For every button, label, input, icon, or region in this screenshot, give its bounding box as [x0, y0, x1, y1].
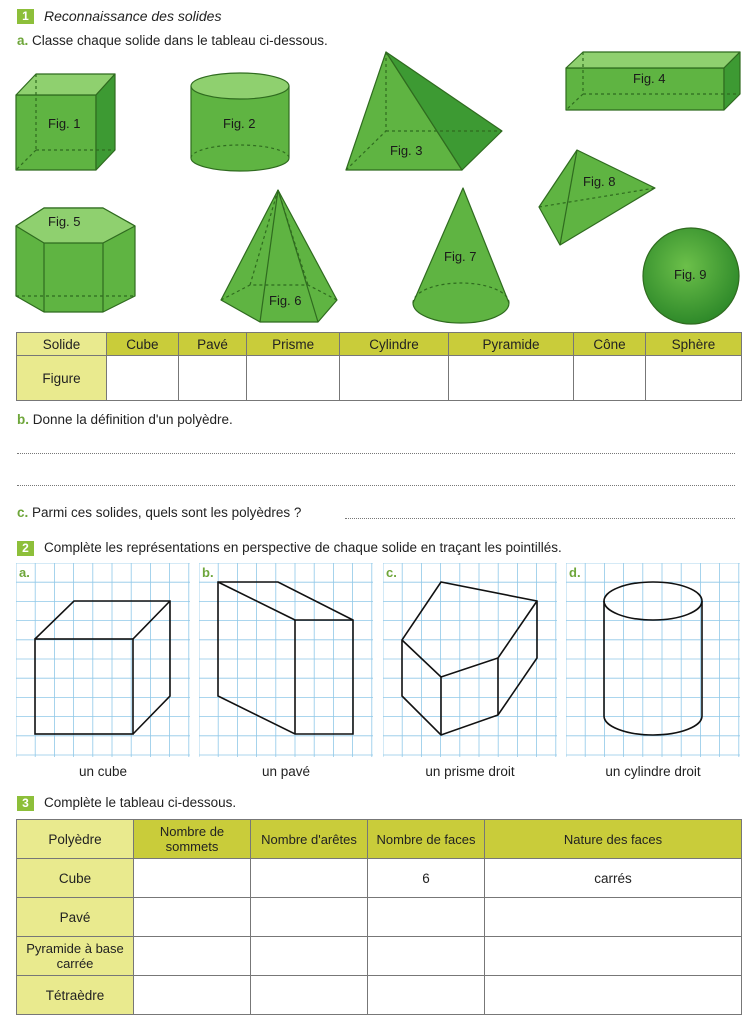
figure-label: Fig. 7	[444, 249, 477, 264]
question-letter: b.	[17, 412, 29, 427]
question-text: Donne la définition d'un polyèdre.	[32, 412, 233, 427]
table-row	[17, 976, 742, 1015]
table-header: Nombre de faces	[368, 820, 485, 859]
table-header: Nombre de sommets	[134, 820, 251, 859]
exercise-title: Complète le tableau ci-dessous.	[44, 795, 237, 810]
figure-3-pyramid	[346, 52, 502, 170]
question-text: Parmi ces solides, quels sont les polyèdres ?	[32, 505, 302, 520]
table-header: Pyramide	[449, 333, 574, 356]
panel-caption: un prisme droit	[425, 764, 515, 779]
table-header: Cube	[107, 333, 179, 356]
panel-letter: c.	[386, 565, 397, 580]
exercise-title: Reconnaissance des solides	[44, 8, 222, 24]
figure-label: Fig. 8	[583, 174, 616, 189]
polyhedra-table	[16, 819, 742, 1015]
table-header: Cône	[574, 333, 646, 356]
table-header: Pavé	[178, 333, 247, 356]
row-label: Pavé	[17, 898, 134, 937]
figure-label: Fig. 9	[674, 267, 707, 282]
figure-label: Fig. 6	[269, 293, 302, 308]
cylinder-drawing	[566, 563, 740, 757]
prism-drawing	[383, 563, 557, 757]
question-letter: a.	[17, 33, 29, 48]
answer-cell[interactable]	[645, 356, 741, 401]
answer-cell[interactable]	[368, 898, 485, 937]
answer-cell[interactable]	[449, 356, 574, 401]
panel-letter: a.	[19, 565, 30, 580]
grid-panel-a	[16, 563, 190, 757]
row-label: Cube	[17, 859, 134, 898]
answer-cell[interactable]	[178, 356, 247, 401]
answer-cell[interactable]	[134, 898, 251, 937]
panel-letter: b.	[202, 565, 214, 580]
answer-cell[interactable]: carrés	[485, 859, 742, 898]
figure-label: Fig. 2	[223, 116, 256, 131]
answer-cell[interactable]	[134, 859, 251, 898]
figure-label: Fig. 5	[48, 214, 81, 229]
box-drawing	[199, 563, 373, 757]
table-row	[17, 898, 742, 937]
exercise-number: 2	[17, 541, 34, 556]
answer-line[interactable]	[17, 453, 735, 454]
cube-drawing	[16, 563, 190, 757]
solids-illustration	[0, 40, 751, 330]
answer-cell[interactable]	[485, 937, 742, 976]
answer-cell[interactable]	[107, 356, 179, 401]
table-header: Nombre d'arêtes	[251, 820, 368, 859]
answer-line[interactable]	[345, 518, 735, 519]
answer-cell[interactable]	[251, 859, 368, 898]
answer-cell[interactable]	[134, 976, 251, 1015]
question-c	[17, 505, 301, 520]
answer-cell[interactable]: 6	[368, 859, 485, 898]
grid-panel-d	[566, 563, 740, 757]
table-header: Cylindre	[340, 333, 449, 356]
row-label: Pyramide à base carrée	[17, 937, 134, 976]
table-row	[17, 859, 742, 898]
grid-panel-b	[199, 563, 373, 757]
exercise-number: 3	[17, 796, 34, 811]
table-header: Sphère	[645, 333, 741, 356]
answer-cell[interactable]	[368, 976, 485, 1015]
figure-label: Fig. 3	[390, 143, 423, 158]
exercise-number: 1	[17, 9, 34, 24]
table-header: Nature des faces	[485, 820, 742, 859]
answer-cell[interactable]	[247, 356, 340, 401]
panel-caption: un cylindre droit	[605, 764, 701, 779]
answer-cell[interactable]	[251, 976, 368, 1015]
row-label: Tétraèdre	[17, 976, 134, 1015]
panel-letter: d.	[569, 565, 581, 580]
answer-line[interactable]	[17, 485, 735, 486]
answer-cell[interactable]	[485, 976, 742, 1015]
panel-caption: un pavé	[261, 764, 311, 779]
question-text: Classe chaque solide dans le tableau ci-dessous.	[32, 33, 328, 48]
figure-label: Fig. 1	[48, 116, 81, 131]
table-header: Prisme	[247, 333, 340, 356]
question-letter: c.	[17, 505, 29, 520]
classification-table	[16, 332, 742, 401]
answer-cell[interactable]	[485, 898, 742, 937]
answer-cell[interactable]	[340, 356, 449, 401]
table-header: Solide	[17, 333, 107, 356]
grid-panel-c	[383, 563, 557, 757]
answer-cell[interactable]	[574, 356, 646, 401]
figure-label: Fig. 4	[633, 71, 666, 86]
answer-cell[interactable]	[251, 898, 368, 937]
figure-8-tetrahedron	[539, 150, 655, 245]
table-header: Polyèdre	[17, 820, 134, 859]
panel-caption: un cube	[78, 764, 128, 779]
answer-cell[interactable]	[134, 937, 251, 976]
answer-cell[interactable]	[251, 937, 368, 976]
table-row	[17, 937, 742, 976]
row-label: Figure	[17, 356, 107, 401]
exercise-title: Complète les représentations en perspective de chaque solide en traçant les pointillés.	[44, 540, 562, 555]
question-b	[17, 412, 233, 427]
answer-cell[interactable]	[368, 937, 485, 976]
